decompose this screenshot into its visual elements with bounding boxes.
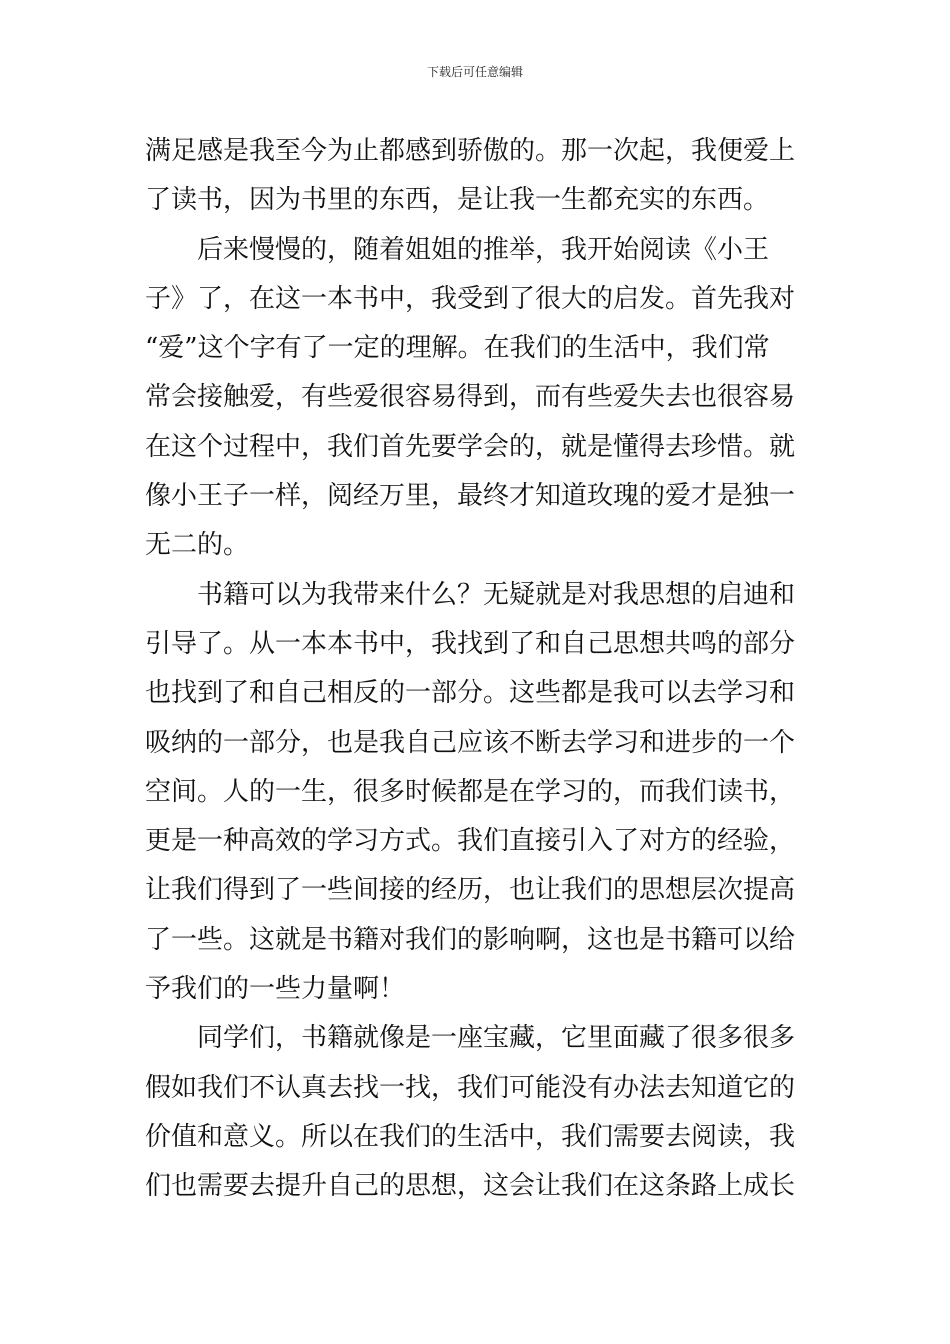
text-line: 无二的。 xyxy=(145,530,250,561)
paragraph-start-line: 书籍可以为我带来什么？无疑就是对我思想的启迪和 xyxy=(197,579,796,610)
text-line: 让我们得到了一些间接的经历，也让我们的思想层次提高 xyxy=(145,875,796,906)
text-line: 引导了。从一本本书中，我找到了和自己思想共鸣的部分 xyxy=(145,628,796,659)
text-line: 满足感是我至今为止都感到骄傲的。那一次起，我便爱上 xyxy=(145,136,796,166)
text-line: 子》了，在这一本书中，我受到了很大的启发。首先我对 xyxy=(145,283,796,314)
text-line: 予我们的一些力量啊！ xyxy=(145,974,406,1005)
text-line: 价值和意义。所以在我们的生活中，我们需要去阅读，我 xyxy=(145,1121,796,1152)
text-line: 了读书，因为书里的东西，是让我一生都充实的东西。 xyxy=(145,185,770,216)
text-line: 更是一种高效的学习方式。我们直接引入了对方的经验， xyxy=(145,826,796,857)
text-line: “爱”这个字有了一定的理解。在我们的生活中，我们常 xyxy=(145,333,770,364)
paragraph-start-line: 后来慢慢的，随着姐姐的推举，我开始阅读《小王 xyxy=(197,234,770,265)
text-line: 像小王子一样，阅经万里，最终才知道玫瑰的爱才是独一 xyxy=(145,481,796,512)
page-header: 下载后可任意编辑 xyxy=(426,65,523,79)
text-line: 也找到了和自己相反的一部分。这些都是我可以去学习和 xyxy=(145,678,796,709)
text-line: 了一些。这就是书籍对我们的影响啊，这也是书籍可以给 xyxy=(145,924,796,955)
text-line: 空间。人的一生，很多时候都是在学习的，而我们读书， xyxy=(145,776,796,807)
text-line: 在这个过程中，我们首先要学会的，就是懂得去珍惜。就 xyxy=(145,431,796,462)
text-line: 吸纳的一部分，也是我自己应该不断去学习和进步的一个 xyxy=(145,727,796,758)
document-body xyxy=(145,127,810,1212)
text-line: 们也需要去提升自己的思想，这会让我们在这条路上成长 xyxy=(145,1171,796,1202)
paragraph-start-line: 同学们，书籍就像是一座宝藏，它里面藏了很多很多 xyxy=(197,1023,796,1054)
text-line: 假如我们不认真去找一找，我们可能没有办法去知道它的 xyxy=(145,1072,796,1103)
text-line: 常会接触爱，有些爱很容易得到，而有些爱失去也很容易 xyxy=(145,382,796,413)
